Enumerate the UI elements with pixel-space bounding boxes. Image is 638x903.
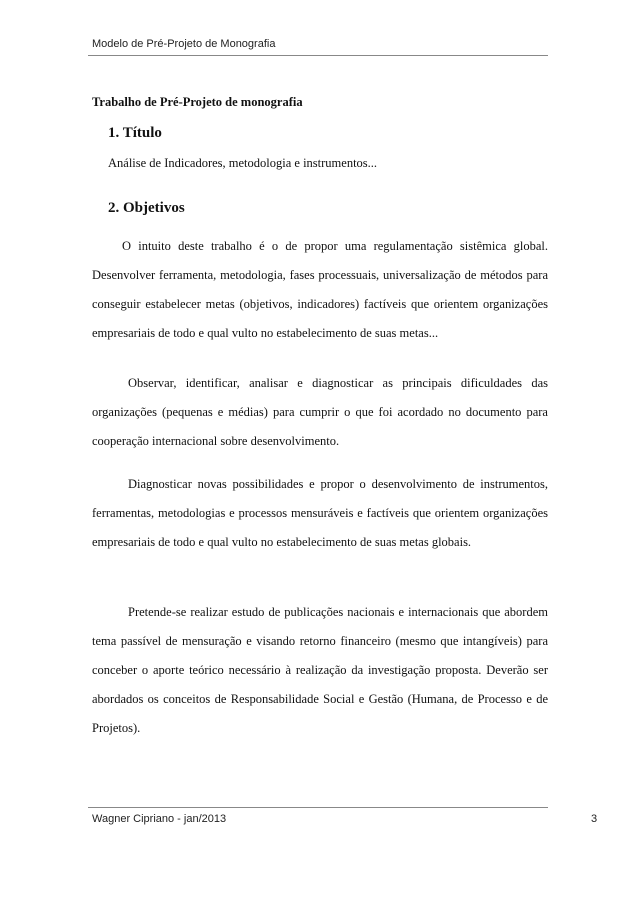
footer-author-date: Wagner Cipriano - jan/2013 [92, 813, 227, 825]
section-heading-objetivos: 2. Objetivos [108, 200, 185, 216]
section-heading-titulo: 1. Título [108, 125, 162, 141]
paragraph: Pretende-se realizar estudo de publicações nacionais e internacionais que abordem tema passível de mensuração e visando retorno financeiro (mesmo que intangíveis) para conceber o aporte teórico necessário à realização da investigação proposta. Deverão ser abordados os conceitos de Responsabilidade Social e Gestão (Humana, de Processo e de Projetos). [92, 605, 548, 735]
header-divider [88, 55, 548, 56]
paragraph: O intuito deste trabalho é o de propor uma regulamentação sistêmica global. Desenvolver ferramenta, metodologia, fases processuais, universalização de métodos para conseguir estabelecer metas (objetivos, indicadores) factíveis que orientem organizações empresariais de todo e qual vulto no estabelecimento de suas metas... [92, 239, 548, 340]
page-header-title: Modelo de Pré-Projeto de Monografia [92, 38, 276, 50]
document-title: Trabalho de Pré-Projeto de monografia [92, 95, 303, 109]
footer-divider [88, 807, 548, 808]
paragraph: Observar, identificar, analisar e diagnosticar as principais dificuldades das organizações (pequenas e médias) para cumprir o que foi acordado no documento para cooperação internacional sobre desenvolvimento. [92, 376, 548, 448]
page-number: 3 [591, 813, 598, 825]
section-text-titulo: Análise de Indicadores, metodologia e instrumentos... [108, 156, 378, 170]
paragraph: Diagnosticar novas possibilidades e propor o desenvolvimento de instrumentos, ferramentas, metodologias e processos mensuráveis e factíveis que orientem organizações empresariais de todo e qual vulto no estabelecimento de suas metas globais. [92, 477, 548, 549]
